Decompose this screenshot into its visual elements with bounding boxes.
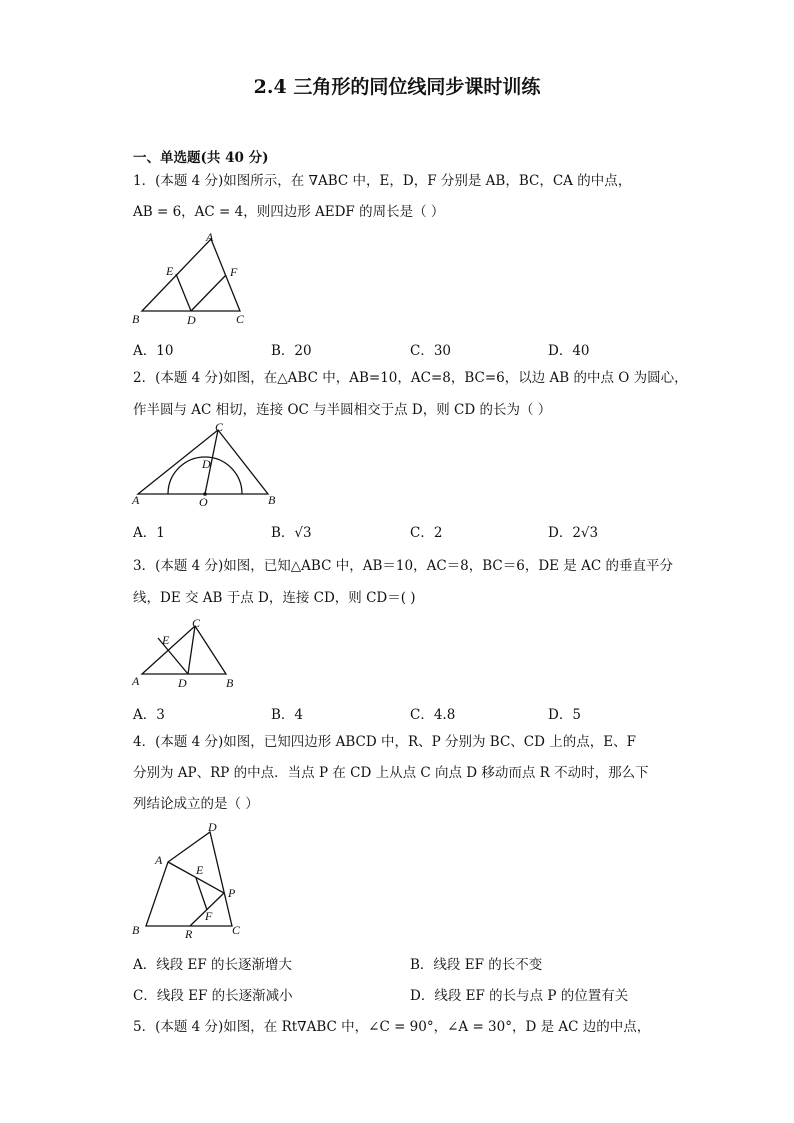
- q4-figure: [128, 816, 253, 942]
- q4-text-line1: 4．(本题 4 分)如图，已知四边形 ABCD 中，R、P 分别为 BC、CD 上的点，E、F: [133, 734, 636, 750]
- q4-option-c: C．线段 EF 的长逐渐减小: [133, 988, 293, 1004]
- q1-label-A: A: [206, 230, 214, 244]
- q3-option-b: B．4: [271, 707, 304, 723]
- q1-segment-ED: [176, 274, 191, 311]
- q1-segment-DF: [191, 275, 226, 311]
- q4-label-R: R: [185, 927, 193, 941]
- q4-option-d: D．线段 EF 的长与点 P 的位置有关: [410, 988, 629, 1004]
- q1-label-E: E: [166, 264, 174, 278]
- q3-text-line1: 3．(本题 4 分)如图，已知△ABC 中，AB＝10，AC＝8，BC＝6，DE 是 AC 的垂直平分: [133, 558, 673, 574]
- q3-label-D: D: [178, 676, 187, 690]
- q4-label-B: B: [132, 923, 140, 937]
- q3-option-c: C．4.8: [410, 707, 456, 723]
- q1-text-line2: AB = 6，AC = 4，则四边形 AEDF 的周长是（ ）: [133, 204, 445, 220]
- q4-label-E: E: [196, 863, 204, 877]
- q1-option-a: A．10: [133, 343, 174, 359]
- page-title: 2.4 三角形的同位线同步课时训练: [253, 76, 541, 98]
- q3-text-line2: 线，DE 交 AB 于点 D，连接 CD，则 CD＝( ): [133, 590, 416, 606]
- q1-label-D: D: [187, 313, 196, 327]
- q2-option-d: D．2√3: [548, 525, 599, 541]
- q4-text-line3: 列结论成立的是（ ）: [133, 796, 259, 812]
- q3-label-A: A: [132, 674, 140, 688]
- q2-option-c: C．2: [410, 525, 443, 541]
- q2-option-a: A．1: [133, 525, 165, 541]
- q2-label-D: D: [202, 457, 211, 471]
- q3-label-B: B: [226, 676, 234, 690]
- q2-label-O: O: [199, 495, 208, 509]
- q4-label-P: P: [228, 886, 236, 900]
- q1-text-line1: 1．(本题 4 分)如图所示，在 ∇ABC 中，E，D，F 分别是 AB，BC，CA 的中点，: [133, 173, 632, 189]
- q2-option-b: B．√3: [271, 525, 312, 541]
- q3-option-a: A．3: [133, 707, 165, 723]
- q1-label-F: F: [230, 265, 238, 279]
- q3-figure: [128, 616, 248, 694]
- q1-option-b: B．20: [271, 343, 312, 359]
- q3-option-d: D．5: [548, 707, 581, 723]
- q2-label-B: B: [268, 493, 276, 507]
- q3-label-E: E: [162, 633, 170, 647]
- q2-text-line1: 2．(本题 4 分)如图，在△ABC 中，AB=10，AC=8，BC=6，以边 AB 的中点 O 为圆心，: [133, 370, 688, 386]
- q3-triangle: [142, 626, 226, 674]
- q3-label-C: C: [192, 616, 201, 630]
- q1-option-d: D．40: [548, 343, 590, 359]
- q1-label-C: C: [236, 312, 245, 326]
- q4-label-C: C: [232, 923, 241, 937]
- q4-label-D: D: [208, 820, 217, 834]
- q2-label-A: A: [132, 493, 140, 507]
- q4-label-F: F: [205, 909, 213, 923]
- q3-segment-CD: [188, 626, 195, 674]
- q5-text-line1: 5．(本题 4 分)如图，在 Rt∇ABC 中，∠C = 90°，∠A = 30°，D 是 AC 边的中点，: [133, 1019, 651, 1035]
- q1-option-c: C．30: [410, 343, 452, 359]
- q2-figure: [128, 420, 288, 512]
- q4-label-A: A: [155, 853, 163, 867]
- q1-label-B: B: [132, 312, 140, 326]
- q4-quadrilateral: [146, 832, 232, 926]
- q1-figure: [128, 228, 258, 328]
- q2-text-line2: 作半圆与 AC 相切，连接 OC 与半圆相交于点 D，则 CD 的长为（ ）: [133, 402, 552, 418]
- q4-option-a: A．线段 EF 的长逐渐增大: [133, 957, 293, 973]
- section-heading: 一、单选题(共 40 分): [133, 150, 269, 166]
- q4-text-line2: 分别为 AP、RP 的中点．当点 P 在 CD 上从点 C 向点 D 移动而点 R 不动时，那么下: [133, 765, 649, 781]
- q4-option-b: B．线段 EF 的长不变: [410, 957, 543, 973]
- q2-label-C: C: [215, 420, 224, 434]
